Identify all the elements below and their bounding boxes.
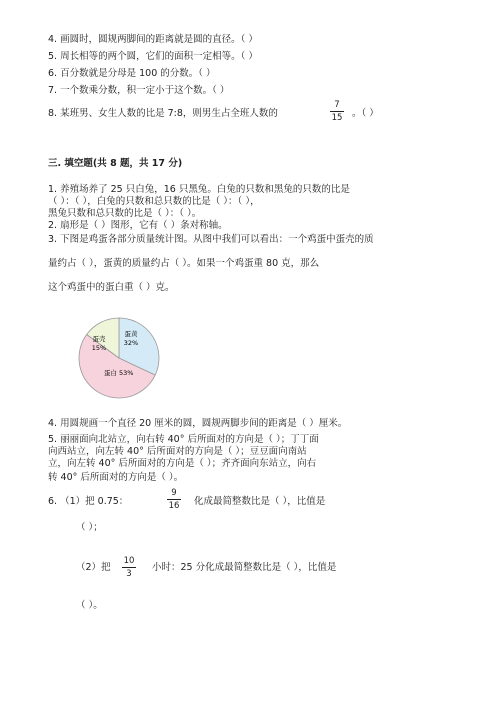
q4: 4. 画圆时，圆规两脚间的距离就是圆的直径。（ ）	[48, 34, 258, 45]
f5-line4: 转 40° 后所面对的方向是（ ）。	[48, 472, 184, 483]
f1-line2: （ ）：（ ），白兔的只数和总只数的比是（ ）：（ ），	[48, 196, 260, 207]
q8-fraction	[330, 100, 344, 123]
f6b-line2: （ ）。	[76, 600, 103, 611]
label-white-value: 53%	[119, 369, 134, 377]
label-yolk-name: 蛋黄	[124, 330, 138, 338]
f2: 2. 扇形是（ ）图形，它有（ ）条对称轴。	[48, 220, 228, 231]
f6a-answer: 化成最简整数比是（ ），比值是	[194, 496, 326, 507]
f5-line3: 立，向左转 40° 后所面对的方向是（ ）；齐齐面向东站立，向右	[48, 458, 317, 469]
f6a-line2: （ ）；	[76, 522, 103, 533]
f3-line3: 这个鸡蛋中的蛋白重（ ）克。	[48, 282, 175, 293]
f4: 4. 用圆规画一个直径 20 厘米的圆，圆规两脚步间的距离是（ ）厘米。	[48, 418, 348, 429]
label-shell-name: 蛋壳	[92, 335, 106, 343]
f3-line1: 3. 下图是鸡蛋各部分质量统计图。从图中我们可以看出：一个鸡蛋中蛋壳的质	[48, 234, 374, 245]
q5: 5. 周长相等的两个圆，它们的面积一定相等。（ ）	[48, 51, 258, 62]
section-3-title: 三. 填空题(共 8 题，共 17 分)	[48, 158, 183, 169]
q6: 6. 百分数就是分母是 100 的分数。（ ）	[48, 68, 216, 79]
f5-line1: 5. 丽丽面向北站立，向右转 40° 后所面对的方向是（ ）；丁丁面	[48, 434, 319, 445]
f6b-fraction	[122, 556, 136, 579]
f6b-answer: 小时：25 分化成最简整数比是（ ），比值是	[152, 562, 337, 573]
label-shell-value: 15%	[91, 344, 107, 352]
q8-text: 8. 某班男、女生人数的比是 7:8，则男生占全班人数的	[48, 108, 278, 119]
q7: 7. 一个数乘分数，积一定小于这个数。（ ）	[48, 85, 230, 96]
f1-line1: 1. 养殖场养了 25 只白兔，16 只黑兔。白兔的只数和黑兔的只数的比是	[48, 184, 350, 195]
f6a-denominator: 16	[168, 501, 180, 511]
f6a-text: 6. （1）把 0.75：	[48, 496, 129, 507]
f1-line3: 黑兔只数和总只数的比是（ ）：（ ）。	[48, 208, 202, 219]
q8-answer: 。（ ）	[352, 108, 379, 119]
f6a-numerator: 9	[171, 488, 177, 498]
f3-line2: 量约占（ ），蛋黄的质量约占（ ）。如果一个鸡蛋重 80 克，那么	[48, 258, 320, 269]
label-yolk-value: 32%	[123, 339, 139, 347]
egg-pie-chart	[72, 316, 166, 400]
f6b-numerator: 10	[123, 556, 135, 566]
f5-line2: 向西站立，向左转 40° 后所面对的方向是（ ）；豆豆面向南站	[48, 446, 307, 457]
f6b-text: （2）把	[76, 562, 111, 573]
q8-numerator: 7	[334, 100, 340, 110]
f6b-denominator: 3	[126, 569, 132, 579]
f6a-fraction	[167, 488, 181, 511]
label-white-name: 蛋白	[104, 369, 117, 377]
q8-denominator: 15	[331, 113, 343, 123]
